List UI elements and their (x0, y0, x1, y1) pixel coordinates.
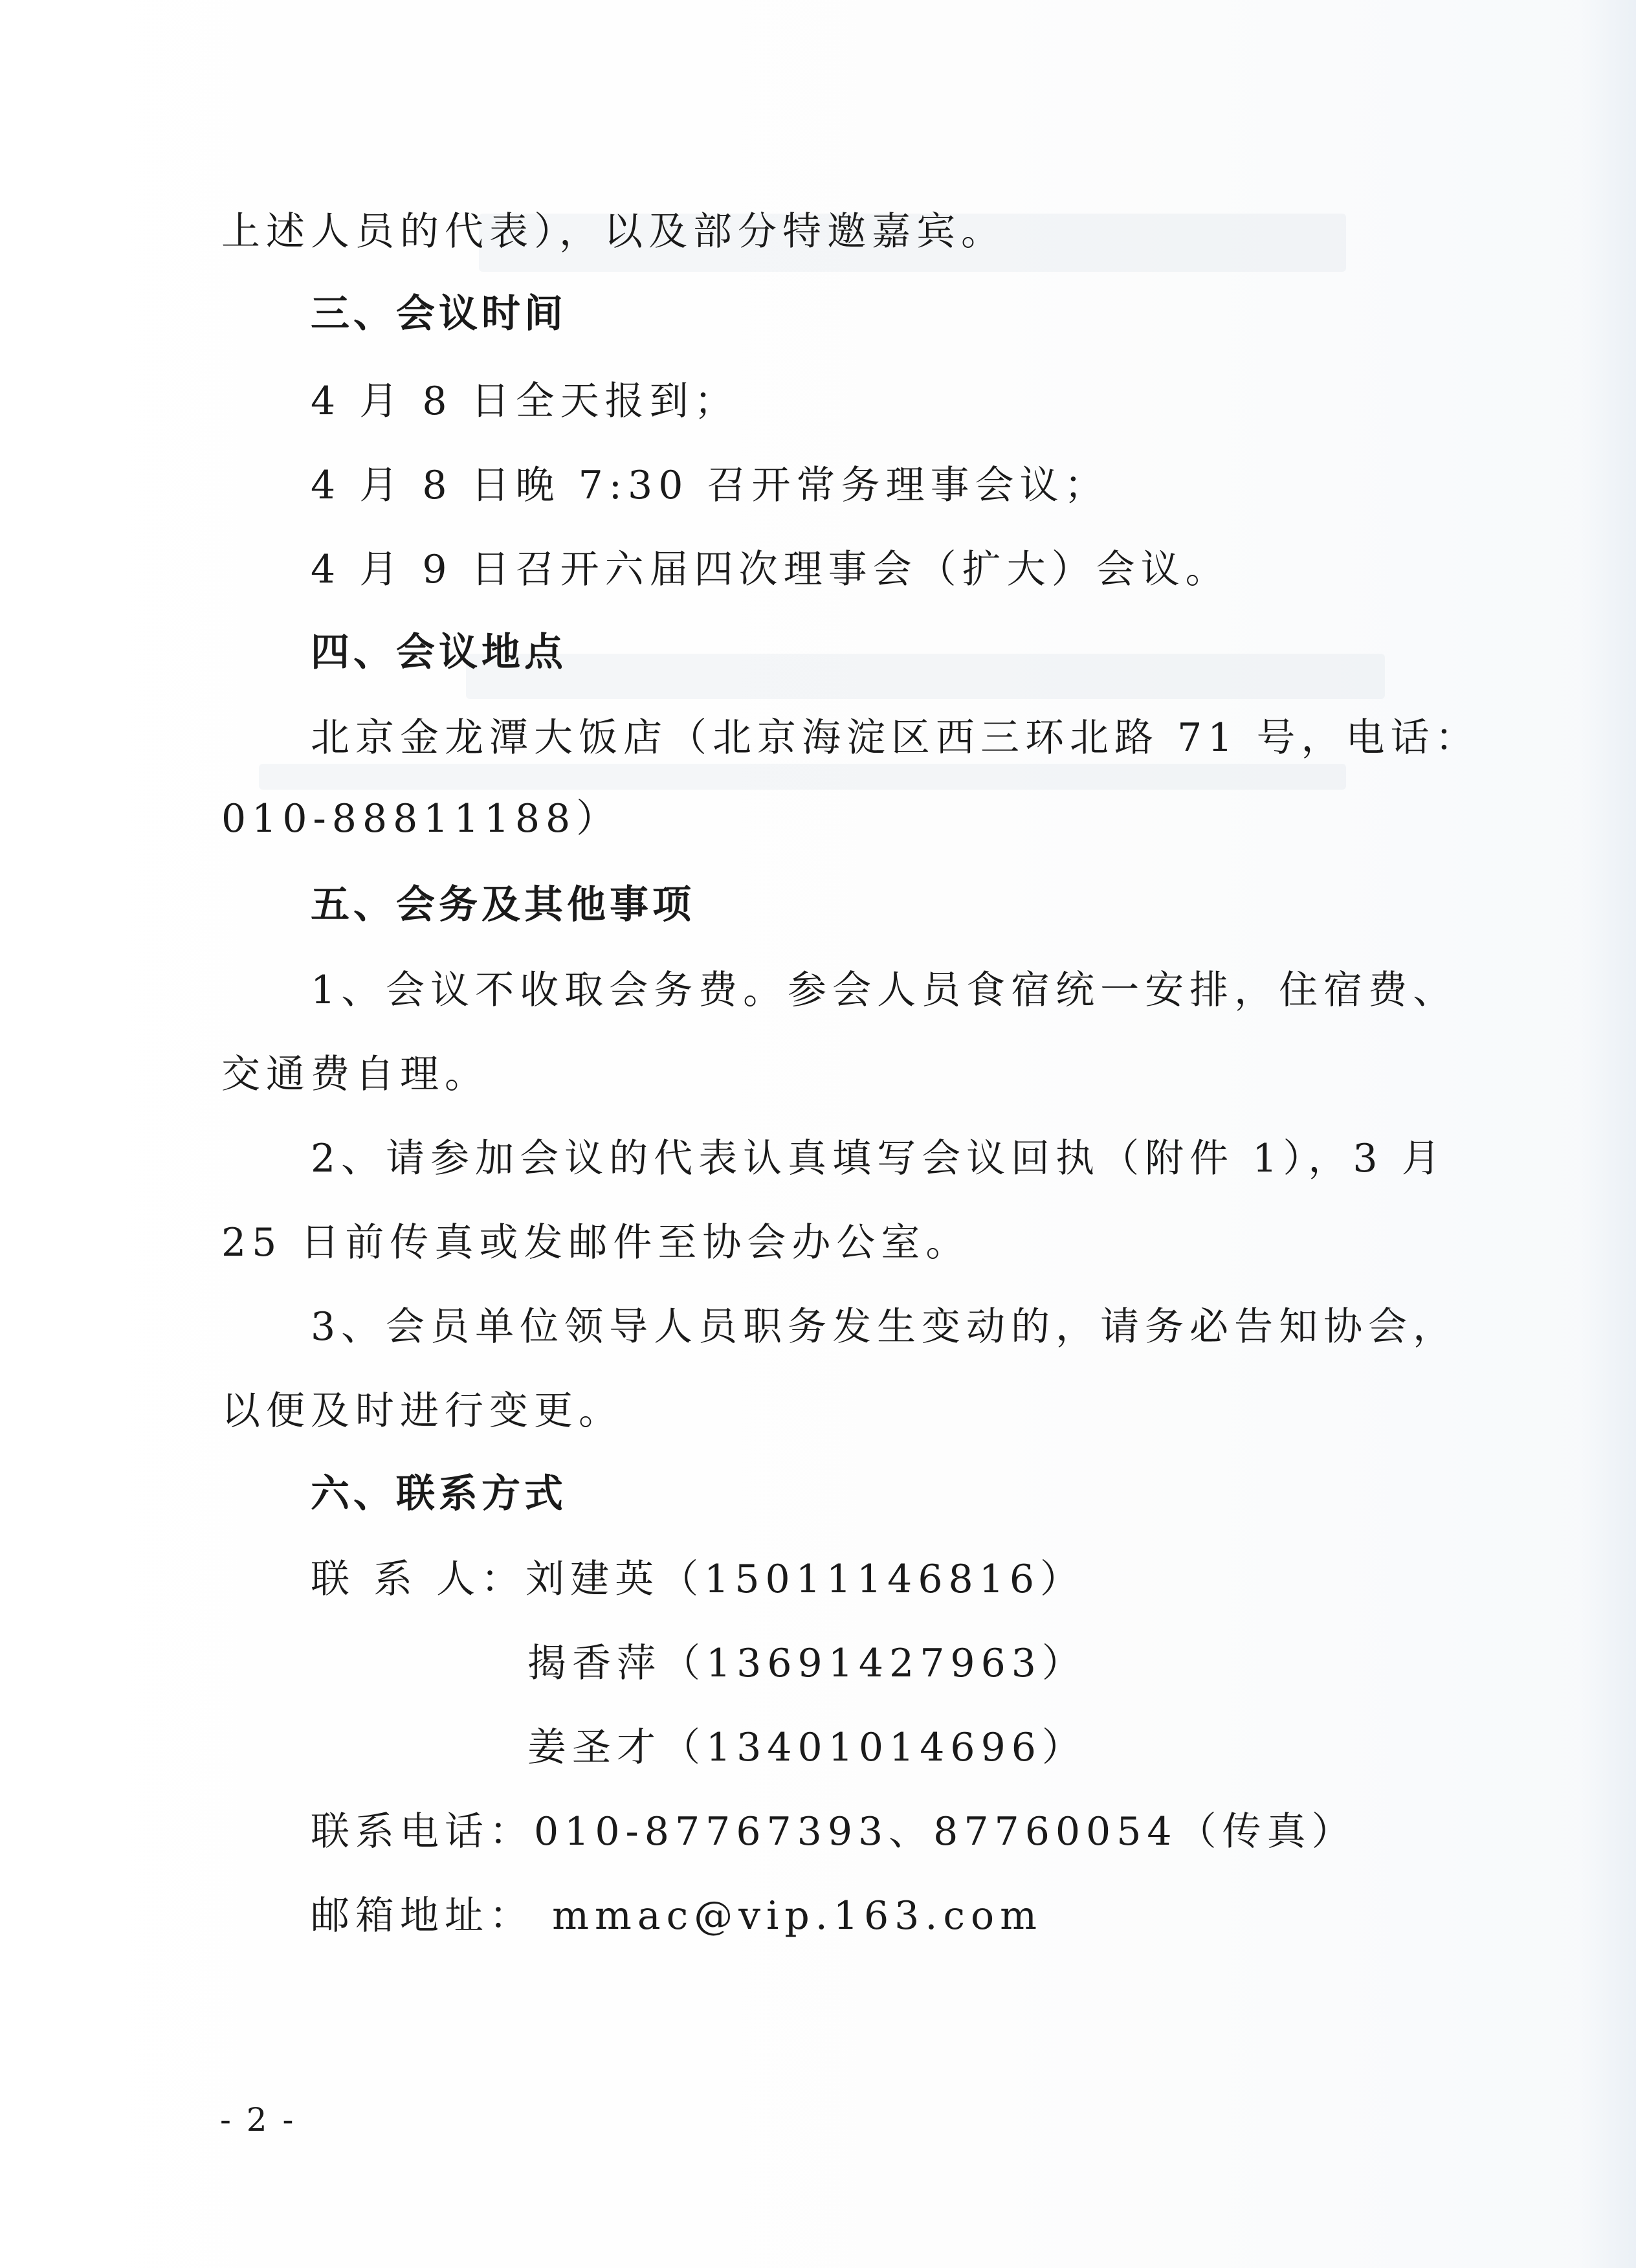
meeting-time-council-meeting: 4 月 9 日召开六届四次理事会（扩大）会议。 (311, 547, 1230, 592)
location-line-2: 010-88811188） (221, 796, 621, 841)
heading-meeting-location: 四、会议地点 (311, 630, 567, 675)
affairs-item-3-line-1: 3、会员单位领导人员职务发生变动的，请务必告知协会， (311, 1304, 1458, 1350)
location-line-1: 北京金龙潭大饭店（北京海淀区西三环北路 71 号，电话： (311, 715, 1480, 761)
contact-person-2: 揭香萍（13691427963） (527, 1641, 1087, 1686)
heading-affairs: 五、会务及其他事项 (311, 882, 695, 928)
contact-person-1: 联 系 人：刘建英（15011146816） (311, 1557, 1085, 1602)
affairs-item-2-line-1: 2、请参加会议的代表认真填写会议回执（附件 1），3 月 (311, 1136, 1446, 1181)
contact-person-3: 姜圣才（13401014696） (527, 1725, 1087, 1770)
meeting-time-standing-council: 4 月 8 日晚 7:30 召开常务理事会议； (311, 463, 1109, 508)
meeting-time-registration: 4 月 8 日全天报到； (311, 379, 739, 424)
affairs-item-1-line-2: 交通费自理。 (221, 1052, 489, 1097)
contact-phone: 联系电话：010-87767393、87760054（传真） (311, 1809, 1356, 1854)
heading-contact: 六、联系方式 (311, 1471, 567, 1517)
affairs-item-2-line-2: 25 日前传真或发邮件至协会办公室。 (221, 1220, 971, 1265)
heading-meeting-time: 三、会议时间 (311, 291, 567, 337)
bleed-through-subtitle (466, 654, 1385, 699)
scan-edge (1579, 0, 1636, 2268)
bleed-through-text (259, 764, 1346, 790)
affairs-item-1-line-1: 1、会议不收取会务费。参会人员食宿统一安排，住宿费、 (311, 968, 1458, 1013)
body-line-representatives: 上述人员的代表），以及部分特邀嘉宾。 (221, 209, 1006, 254)
contact-email: 邮箱地址： mmac@vip.163.com (311, 1893, 1043, 1939)
affairs-item-3-line-2: 以便及时进行变更。 (221, 1388, 623, 1434)
page-number: - 2 - (220, 2101, 296, 2139)
